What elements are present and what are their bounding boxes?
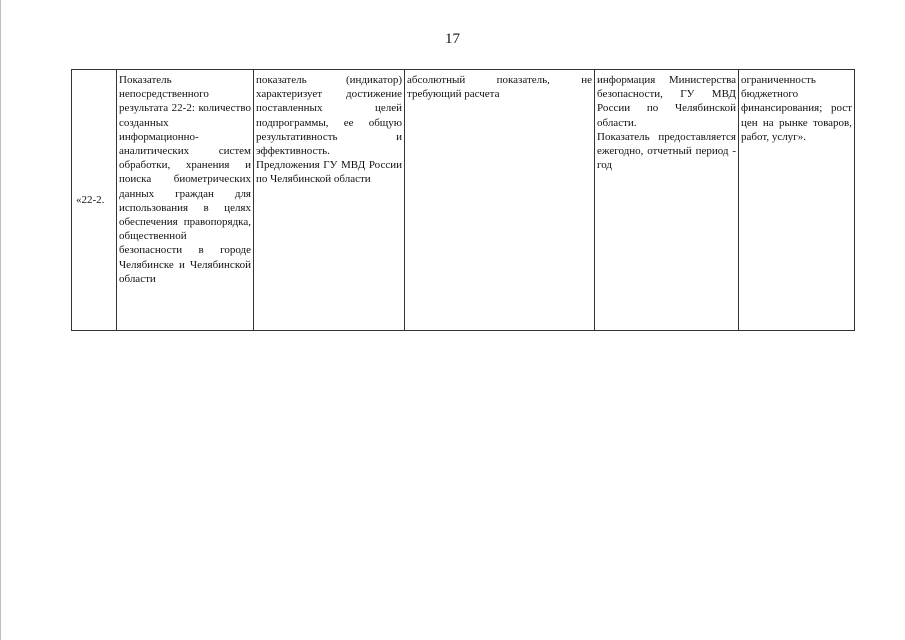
- risks-text: ограниченность бюджетного финансирования; рост цен на рынке товаров, работ, услуг».: [741, 74, 852, 143]
- table-row: [72, 70, 855, 331]
- data-source-text-2: Показатель предоставляется ежегодно, отчетный период - год: [597, 130, 736, 172]
- indicator-name-cell: [117, 70, 254, 331]
- calculation-method-cell: [405, 70, 595, 331]
- left-page-edge: [0, 0, 1, 640]
- risks-cell: [739, 70, 855, 331]
- page-number: 17: [445, 31, 460, 47]
- data-source-cell: [595, 70, 739, 331]
- indicator-name: Показатель непосредственного результата 22-2: количество созданных информационно-аналитических систем обработки, хранения и поиска биометрических данных граждан для использования в целях обеспечения правопорядка, общественной безопасности в городе Челябинске и Челябинской области: [119, 74, 251, 285]
- document-table: [71, 69, 854, 331]
- row-number-cell: [72, 70, 117, 331]
- indicator-table: [71, 69, 855, 331]
- data-source-text-1: информация Министерства безопасности, ГУ МВД России по Челябинской области.: [597, 74, 736, 129]
- calculation-method: абсолютный показатель, не требующий расчета: [407, 74, 592, 101]
- indicator-description-text-1: показатель (индикатор) характеризует достижение поставленных целей подпрограммы, ее общую результативность и эффективность.: [256, 74, 402, 158]
- indicator-description-cell: [254, 70, 405, 331]
- indicator-description-text-2: Предложения ГУ МВД России по Челябинской области: [256, 159, 402, 186]
- row-number: «22-2.: [76, 194, 105, 207]
